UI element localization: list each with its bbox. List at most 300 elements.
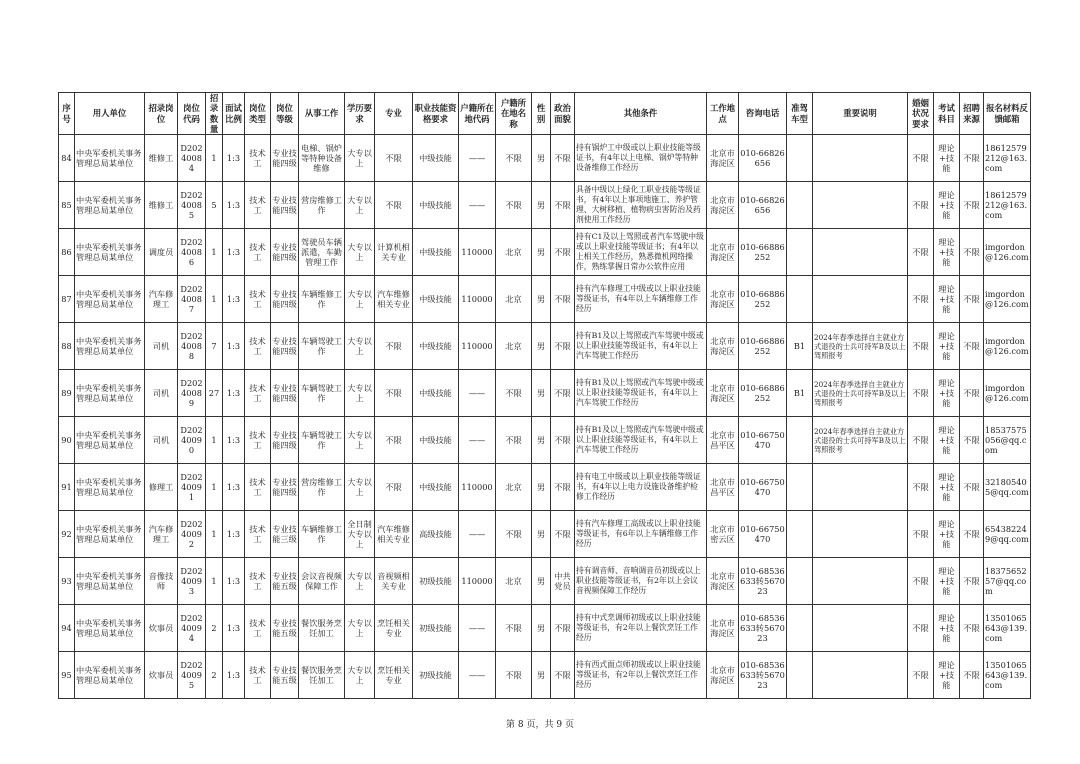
cell-position-code: D20240090 [178, 417, 206, 464]
cell-marital-status: 不限 [908, 558, 934, 605]
cell-hukou-code: —— [459, 511, 496, 558]
cell-seq: 92 [59, 511, 75, 558]
cell-phone: 010-66886252 [739, 229, 787, 276]
header-quota: 招录数量 [206, 93, 223, 135]
cell-work-content: 会议音视频保障工作 [299, 558, 345, 605]
header-interview-ratio: 面试比例 [223, 93, 245, 135]
cell-email: 18537575056@qq.com [984, 417, 1031, 464]
cell-exam-subjects: 理论+技能 [934, 276, 960, 323]
cell-political-status: 不限 [551, 276, 575, 323]
cell-hukou-code: 110000 [459, 558, 496, 605]
cell-interview-ratio: 1:3 [223, 135, 245, 182]
cell-work-content: 电梯、锅炉等特种设备维修 [299, 135, 345, 182]
cell-marital-status: 不限 [908, 652, 934, 699]
cell-major: 汽车维修相关专业 [375, 511, 413, 558]
table-row [59, 323, 1031, 370]
cell-political-status: 不限 [551, 323, 575, 370]
cell-interview-ratio: 1:3 [223, 229, 245, 276]
cell-position-type: 技术工 [245, 652, 271, 699]
cell-position: 修理工 [145, 464, 178, 511]
cell-skill-requirement: 中级技能 [413, 370, 459, 417]
cell-important-note [813, 464, 908, 511]
header-seq: 序号 [59, 93, 75, 135]
cell-interview-ratio: 1:3 [223, 511, 245, 558]
cell-position-code: D20240093 [178, 558, 206, 605]
cell-seq: 88 [59, 323, 75, 370]
cell-important-note [813, 558, 908, 605]
cell-marital-status: 不限 [908, 229, 934, 276]
cell-position-type: 技术工 [245, 276, 271, 323]
cell-skill-requirement: 中级技能 [413, 276, 459, 323]
cell-position-level: 专业技能四级 [271, 417, 299, 464]
cell-seq: 86 [59, 229, 75, 276]
cell-quota: 27 [206, 370, 223, 417]
cell-political-status: 中共党员 [551, 558, 575, 605]
header-hukou-code: 户籍所在地代码 [459, 93, 496, 135]
cell-hukou-code: —— [459, 370, 496, 417]
cell-important-note [813, 276, 908, 323]
cell-major: 不限 [375, 464, 413, 511]
cell-skill-requirement: 中级技能 [413, 417, 459, 464]
cell-work-content: 车辆维修工作 [299, 276, 345, 323]
table-header-row [59, 93, 1031, 135]
cell-license-type [787, 558, 813, 605]
cell-exam-subjects: 理论+技能 [934, 417, 960, 464]
cell-email: imgordon@126.com [984, 229, 1031, 276]
cell-seq: 94 [59, 605, 75, 652]
cell-other-conditions: 持有电工中级或以上职业技能等级证书，有4年以上电力设施设备维护检修工作经历 [575, 464, 707, 511]
table-row [59, 135, 1031, 182]
cell-position-code: D20240089 [178, 370, 206, 417]
table-row [59, 511, 1031, 558]
header-other-conditions: 其他条件 [575, 93, 707, 135]
cell-email: imgordon@126.com [984, 370, 1031, 417]
cell-gender: 男 [532, 182, 551, 229]
recruitment-table [58, 92, 1031, 699]
cell-email: imgordon@126.com [984, 276, 1031, 323]
cell-recruit-source: 不限 [960, 229, 984, 276]
cell-exam-subjects: 理论+技能 [934, 605, 960, 652]
cell-work-location: 北京市海淀区 [707, 323, 739, 370]
cell-email: 13501065643@139.com [984, 605, 1031, 652]
cell-exam-subjects: 理论+技能 [934, 652, 960, 699]
cell-position-type: 技术工 [245, 135, 271, 182]
cell-hukou-name: 北京 [496, 323, 532, 370]
cell-position-type: 技术工 [245, 182, 271, 229]
table-row [59, 182, 1031, 229]
cell-position-code: D20240084 [178, 135, 206, 182]
cell-interview-ratio: 1:3 [223, 652, 245, 699]
cell-interview-ratio: 1:3 [223, 605, 245, 652]
cell-skill-requirement: 初级技能 [413, 558, 459, 605]
cell-phone: 010-66750470 [739, 511, 787, 558]
header-gender: 性别 [532, 93, 551, 135]
cell-position-type: 技术工 [245, 229, 271, 276]
cell-work-location: 北京市海淀区 [707, 558, 739, 605]
cell-recruit-source: 不限 [960, 558, 984, 605]
header-employer: 用人单位 [75, 93, 145, 135]
cell-interview-ratio: 1:3 [223, 276, 245, 323]
header-political-status: 政治面貌 [551, 93, 575, 135]
cell-recruit-source: 不限 [960, 652, 984, 699]
cell-recruit-source: 不限 [960, 464, 984, 511]
cell-education: 大专以上 [345, 370, 375, 417]
cell-education: 大专以上 [345, 558, 375, 605]
cell-important-note [813, 652, 908, 699]
cell-interview-ratio: 1:3 [223, 370, 245, 417]
header-license-type: 准驾车型 [787, 93, 813, 135]
cell-email: 1837565257@qq.com [984, 558, 1031, 605]
header-recruit-source: 招聘来源 [960, 93, 984, 135]
cell-recruit-source: 不限 [960, 323, 984, 370]
cell-seq: 93 [59, 558, 75, 605]
cell-employer: 中央军委机关事务管理总局某单位 [75, 511, 145, 558]
cell-other-conditions: 具备中级以上绿化工职业技能等级证书，有4年以上事项地施工、养护管理、大树移植、植物病虫害防治及药剂使用工作经历 [575, 182, 707, 229]
cell-hukou-name: 不限 [496, 605, 532, 652]
cell-recruit-source: 不限 [960, 276, 984, 323]
header-marital-status: 婚姻状况要求 [908, 93, 934, 135]
cell-phone: 010-66886252 [739, 323, 787, 370]
cell-major: 汽车维修相关专业 [375, 276, 413, 323]
cell-political-status: 不限 [551, 229, 575, 276]
cell-hukou-name: 北京 [496, 558, 532, 605]
cell-education: 大专以上 [345, 323, 375, 370]
cell-interview-ratio: 1:3 [223, 323, 245, 370]
header-skill-requirement: 职业技能资格要求 [413, 93, 459, 135]
cell-hukou-name: 不限 [496, 511, 532, 558]
cell-license-type [787, 276, 813, 323]
cell-seq: 89 [59, 370, 75, 417]
cell-interview-ratio: 1:3 [223, 464, 245, 511]
cell-education: 大专以上 [345, 652, 375, 699]
page-footer: 第 8 页，共 9 页 [506, 720, 574, 730]
header-email: 报名材料反馈邮箱 [984, 93, 1031, 135]
table-row [59, 417, 1031, 464]
cell-gender: 男 [532, 605, 551, 652]
cell-work-content: 车辆驾驶工作 [299, 370, 345, 417]
cell-work-location: 北京市海淀区 [707, 370, 739, 417]
cell-phone: 010-66886252 [739, 276, 787, 323]
header-position-level: 岗位等级 [271, 93, 299, 135]
cell-marital-status: 不限 [908, 370, 934, 417]
cell-hukou-name: 北京 [496, 464, 532, 511]
cell-position-level: 专业技能五级 [271, 652, 299, 699]
cell-major: 不限 [375, 182, 413, 229]
cell-work-location: 北京市海淀区 [707, 182, 739, 229]
cell-other-conditions: 持有汽车修理工高级或以上职业技能等级证书，有6年以上车辆维修工作经历 [575, 511, 707, 558]
cell-important-note: 2024年春季选择自主就业方式退役的士兵可持军B及以上驾照报考 [813, 417, 908, 464]
header-exam-subjects: 考试科目 [934, 93, 960, 135]
cell-exam-subjects: 理论+技能 [934, 135, 960, 182]
cell-hukou-code: 110000 [459, 464, 496, 511]
cell-political-status: 不限 [551, 511, 575, 558]
cell-hukou-name: 不限 [496, 135, 532, 182]
cell-phone: 010-68536633转567023 [739, 558, 787, 605]
cell-political-status: 不限 [551, 652, 575, 699]
cell-gender: 男 [532, 652, 551, 699]
cell-education: 大专以上 [345, 417, 375, 464]
cell-important-note: 2024年春季选择自主就业方式退役的士兵可持军B及以上驾照报考 [813, 323, 908, 370]
header-position-type: 岗位类型 [245, 93, 271, 135]
cell-major: 不限 [375, 370, 413, 417]
cell-license-type: B1 [787, 370, 813, 417]
cell-major: 烹饪相关专业 [375, 605, 413, 652]
cell-other-conditions: 持有锅炉工中级或以上职业技能等级证书，有4年以上电梯、锅炉等特种设备维修工作经历 [575, 135, 707, 182]
cell-skill-requirement: 高级技能 [413, 511, 459, 558]
cell-employer: 中央军委机关事务管理总局某单位 [75, 135, 145, 182]
cell-marital-status: 不限 [908, 464, 934, 511]
cell-phone: 010-66886252 [739, 370, 787, 417]
cell-major: 不限 [375, 417, 413, 464]
cell-license-type [787, 464, 813, 511]
cell-quota: 1 [206, 229, 223, 276]
cell-work-content: 车辆维修工作 [299, 511, 345, 558]
cell-position-type: 技术工 [245, 511, 271, 558]
cell-work-location: 北京市海淀区 [707, 229, 739, 276]
cell-hukou-code: —— [459, 182, 496, 229]
cell-gender: 男 [532, 229, 551, 276]
cell-recruit-source: 不限 [960, 370, 984, 417]
cell-other-conditions: 持有B1及以上驾照或汽车驾驶中级或以上职业技能等级证书，有4年以上汽车驾驶工作经历 [575, 323, 707, 370]
cell-position-level: 专业技能四级 [271, 229, 299, 276]
cell-political-status: 不限 [551, 417, 575, 464]
cell-recruit-source: 不限 [960, 417, 984, 464]
cell-position-code: D20240088 [178, 323, 206, 370]
cell-seq: 90 [59, 417, 75, 464]
cell-marital-status: 不限 [908, 182, 934, 229]
cell-position: 维修工 [145, 135, 178, 182]
cell-position: 炊事员 [145, 652, 178, 699]
cell-email: 654382249@qq.com [984, 511, 1031, 558]
cell-position: 维修工 [145, 182, 178, 229]
cell-license-type [787, 182, 813, 229]
cell-gender: 男 [532, 511, 551, 558]
cell-position-level: 专业技能四级 [271, 135, 299, 182]
table-row [59, 605, 1031, 652]
cell-skill-requirement: 中级技能 [413, 464, 459, 511]
cell-position: 炊事员 [145, 605, 178, 652]
cell-major: 计算机相关专业 [375, 229, 413, 276]
cell-employer: 中央军委机关事务管理总局某单位 [75, 605, 145, 652]
cell-exam-subjects: 理论+技能 [934, 323, 960, 370]
cell-recruit-source: 不限 [960, 605, 984, 652]
cell-position-code: D20240094 [178, 605, 206, 652]
cell-hukou-code: 110000 [459, 229, 496, 276]
cell-employer: 中央军委机关事务管理总局某单位 [75, 182, 145, 229]
cell-quota: 1 [206, 135, 223, 182]
cell-work-content: 车辆驾驶工作 [299, 323, 345, 370]
cell-license-type [787, 605, 813, 652]
cell-quota: 7 [206, 323, 223, 370]
cell-marital-status: 不限 [908, 605, 934, 652]
cell-education: 大专以上 [345, 605, 375, 652]
table-body [59, 135, 1031, 699]
cell-important-note [813, 511, 908, 558]
cell-recruit-source: 不限 [960, 135, 984, 182]
cell-recruit-source: 不限 [960, 511, 984, 558]
cell-hukou-code: —— [459, 417, 496, 464]
cell-hukou-code: —— [459, 605, 496, 652]
cell-gender: 男 [532, 276, 551, 323]
cell-quota: 1 [206, 558, 223, 605]
cell-position-type: 技术工 [245, 558, 271, 605]
cell-hukou-name: 不限 [496, 652, 532, 699]
cell-exam-subjects: 理论+技能 [934, 370, 960, 417]
cell-work-content: 驾驶员车辆派遣，车勤管理工作 [299, 229, 345, 276]
cell-gender: 男 [532, 370, 551, 417]
cell-license-type [787, 417, 813, 464]
header-hukou-name: 户籍所在地名称 [496, 93, 532, 135]
cell-seq: 84 [59, 135, 75, 182]
header-important-note: 重要说明 [813, 93, 908, 135]
cell-work-content: 餐饮服务烹饪加工 [299, 652, 345, 699]
cell-phone: 010-66826656 [739, 135, 787, 182]
cell-interview-ratio: 1:3 [223, 417, 245, 464]
cell-hukou-name: 北京 [496, 229, 532, 276]
table-row [59, 229, 1031, 276]
header-education: 学历要求 [345, 93, 375, 135]
cell-gender: 男 [532, 464, 551, 511]
cell-email: 18612579212@163.com [984, 182, 1031, 229]
cell-phone: 010-66826656 [739, 182, 787, 229]
cell-exam-subjects: 理论+技能 [934, 558, 960, 605]
cell-quota: 1 [206, 417, 223, 464]
cell-seq: 95 [59, 652, 75, 699]
cell-marital-status: 不限 [908, 511, 934, 558]
cell-education: 大专以上 [345, 464, 375, 511]
cell-education: 大专以上 [345, 229, 375, 276]
cell-skill-requirement: 中级技能 [413, 229, 459, 276]
cell-education: 大专以上 [345, 182, 375, 229]
cell-marital-status: 不限 [908, 323, 934, 370]
cell-license-type: B1 [787, 323, 813, 370]
header-position: 招录岗位 [145, 93, 178, 135]
cell-employer: 中央军委机关事务管理总局某单位 [75, 370, 145, 417]
cell-employer: 中央军委机关事务管理总局某单位 [75, 323, 145, 370]
cell-position-level: 专业技能四级 [271, 182, 299, 229]
cell-hukou-name: 不限 [496, 417, 532, 464]
cell-position-type: 技术工 [245, 605, 271, 652]
cell-work-location: 北京市海淀区 [707, 276, 739, 323]
cell-work-location: 北京市昌平区 [707, 417, 739, 464]
cell-other-conditions: 持有中式烹调师初级或以上职业技能等级证书，有2年以上餐饮烹饪工作经历 [575, 605, 707, 652]
cell-important-note [813, 605, 908, 652]
header-phone: 咨询电话 [739, 93, 787, 135]
cell-other-conditions: 持有B1及以上驾照或汽车驾驶中级或以上职业技能等级证书，有4年以上汽车驾驶工作经历 [575, 370, 707, 417]
cell-quota: 2 [206, 652, 223, 699]
cell-important-note [813, 135, 908, 182]
cell-work-content: 车辆驾驶工作 [299, 417, 345, 464]
cell-gender: 男 [532, 558, 551, 605]
cell-interview-ratio: 1:3 [223, 558, 245, 605]
cell-exam-subjects: 理论+技能 [934, 464, 960, 511]
cell-hukou-name: 不限 [496, 182, 532, 229]
cell-major: 不限 [375, 323, 413, 370]
cell-important-note: 2024年春季选择自主就业方式退役的士兵可持军B及以上驾照报考 [813, 370, 908, 417]
cell-position: 调度员 [145, 229, 178, 276]
cell-political-status: 不限 [551, 182, 575, 229]
cell-hukou-name: 北京 [496, 276, 532, 323]
cell-license-type [787, 229, 813, 276]
cell-quota: 1 [206, 464, 223, 511]
cell-position-type: 技术工 [245, 323, 271, 370]
cell-marital-status: 不限 [908, 417, 934, 464]
cell-major: 烹饪相关专业 [375, 652, 413, 699]
cell-position-code: D20240091 [178, 464, 206, 511]
cell-work-content: 营房维修工作 [299, 464, 345, 511]
cell-position-code: D20240085 [178, 182, 206, 229]
cell-work-location: 北京市海淀区 [707, 652, 739, 699]
cell-phone: 010-66750470 [739, 417, 787, 464]
cell-hukou-code: 110000 [459, 323, 496, 370]
recruitment-table-container [58, 92, 1029, 699]
cell-gender: 男 [532, 135, 551, 182]
cell-phone: 010-68536633转567023 [739, 652, 787, 699]
cell-seq: 91 [59, 464, 75, 511]
cell-phone: 010-66750470 [739, 464, 787, 511]
cell-education: 全日制大专以上 [345, 511, 375, 558]
cell-position-code: D20240092 [178, 511, 206, 558]
table-row [59, 652, 1031, 699]
cell-hukou-name: 不限 [496, 370, 532, 417]
header-major: 专业 [375, 93, 413, 135]
cell-work-location: 北京市海淀区 [707, 605, 739, 652]
cell-hukou-code: —— [459, 135, 496, 182]
cell-skill-requirement: 初级技能 [413, 605, 459, 652]
cell-political-status: 不限 [551, 370, 575, 417]
cell-position-level: 专业技能四级 [271, 323, 299, 370]
cell-seq: 85 [59, 182, 75, 229]
cell-other-conditions: 持有B1及以上驾照或汽车驾驶中级或以上职业技能等级证书，有4年以上汽车驾驶工作经历 [575, 417, 707, 464]
cell-skill-requirement: 中级技能 [413, 182, 459, 229]
cell-other-conditions: 持有调音师、音响调音员初级或以上职业技能等级证书，有2年以上会议音视频保障工作经历 [575, 558, 707, 605]
cell-recruit-source: 不限 [960, 182, 984, 229]
cell-employer: 中央军委机关事务管理总局某单位 [75, 652, 145, 699]
cell-email: 13501065643@139.com [984, 652, 1031, 699]
cell-position-level: 专业技能四级 [271, 370, 299, 417]
cell-skill-requirement: 中级技能 [413, 135, 459, 182]
cell-position-code: D20240086 [178, 229, 206, 276]
cell-position-type: 技术工 [245, 417, 271, 464]
cell-email: imgordon@126.com [984, 323, 1031, 370]
cell-position-code: D20240087 [178, 276, 206, 323]
cell-employer: 中央军委机关事务管理总局某单位 [75, 558, 145, 605]
cell-political-status: 不限 [551, 135, 575, 182]
header-work-location: 工作地点 [707, 93, 739, 135]
cell-interview-ratio: 1:3 [223, 182, 245, 229]
cell-license-type [787, 652, 813, 699]
cell-position-level: 专业技能三级 [271, 511, 299, 558]
cell-seq: 87 [59, 276, 75, 323]
cell-email: 18612579212@163.com [984, 135, 1031, 182]
cell-other-conditions: 持有西式面点师初级或以上职业技能等级证书，有2年以上餐饮烹饪工作经历 [575, 652, 707, 699]
cell-position-level: 专业技能五级 [271, 605, 299, 652]
cell-position-type: 技术工 [245, 464, 271, 511]
cell-work-location: 北京市昌平区 [707, 464, 739, 511]
cell-important-note [813, 229, 908, 276]
cell-email: 321805405@qq.com [984, 464, 1031, 511]
cell-employer: 中央军委机关事务管理总局某单位 [75, 276, 145, 323]
table-row [59, 370, 1031, 417]
cell-position: 汽车修理工 [145, 276, 178, 323]
cell-position: 音像技师 [145, 558, 178, 605]
cell-other-conditions: 持有汽车修理工中级或以上职业技能等级证书，有4年以上车辆维修工作经历 [575, 276, 707, 323]
cell-license-type [787, 511, 813, 558]
cell-quota: 5 [206, 182, 223, 229]
cell-position-type: 技术工 [245, 370, 271, 417]
cell-quota: 1 [206, 276, 223, 323]
cell-important-note [813, 182, 908, 229]
